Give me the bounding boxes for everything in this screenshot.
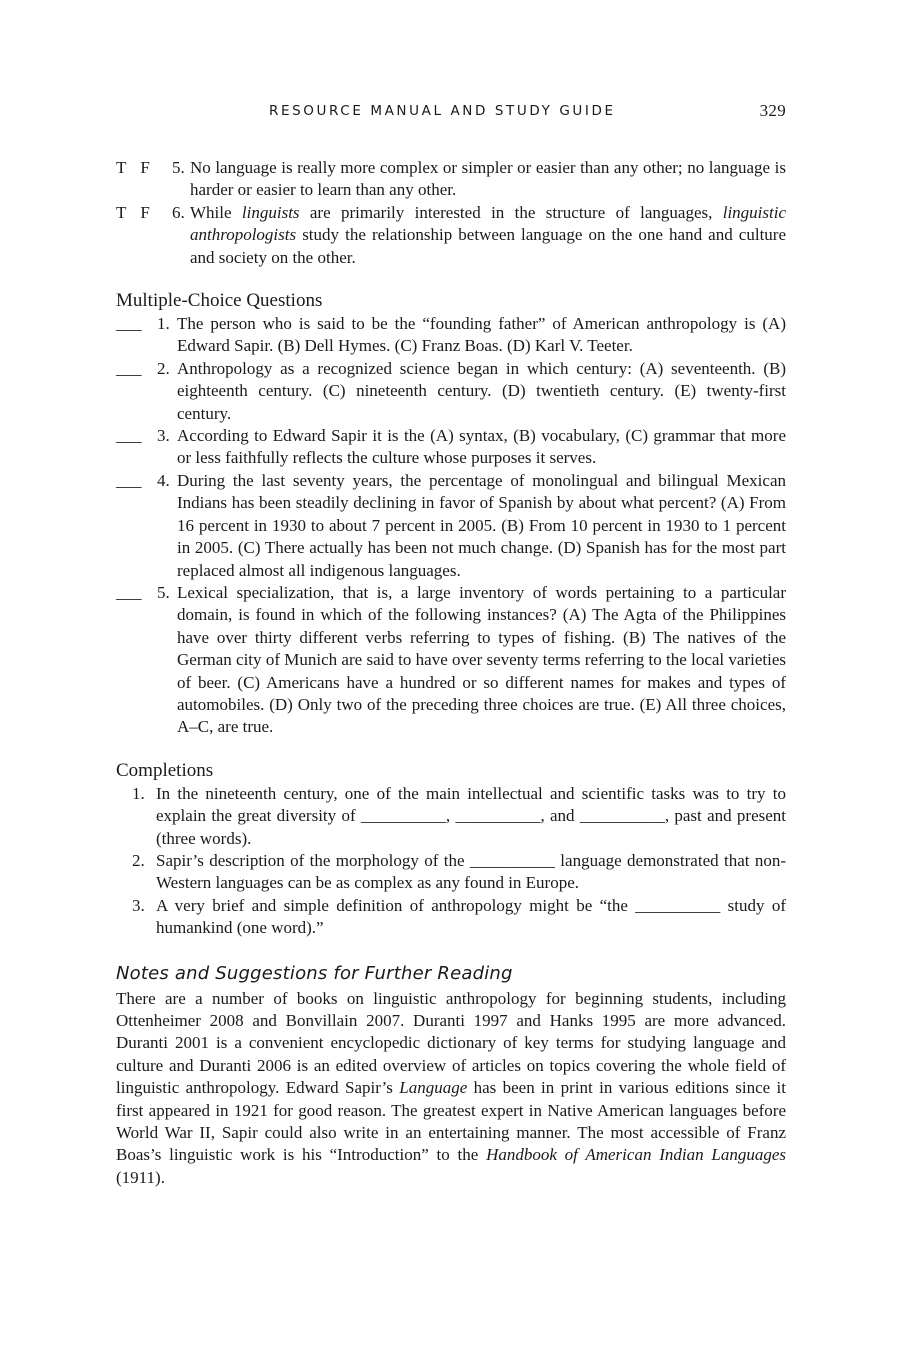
page-body	[116, 157, 786, 1189]
notes-paragraph	[116, 988, 786, 1190]
text-segment: are primarily interested in the structure of languages,	[299, 202, 723, 222]
text-segment: (1911).	[116, 1167, 165, 1187]
false-option[interactable]: F	[140, 202, 150, 222]
multiple-choice-item	[116, 470, 786, 582]
multiple-choice-item	[116, 425, 786, 470]
item-text: Anthropology as a recognized science began in which century: (A) seventeenth. (B) eighteenth century. (C) nineteenth century. (D) twentieth century. (E) twenty-first century.	[177, 358, 786, 423]
answer-blank[interactable]: ___	[116, 358, 142, 378]
text-segment: study the relationship between language on the one hand and culture and society on the other.	[190, 225, 786, 267]
item-number: 5.	[172, 158, 185, 177]
true-false-choices	[116, 157, 172, 179]
answer-blank[interactable]: ___	[116, 582, 142, 602]
true-false-choices	[116, 202, 172, 224]
item-text: According to Edward Sapir it is the (A) syntax, (B) vocabulary, (C) grammar that more or less faithfully reflects the culture whose purposes it serves.	[177, 426, 786, 468]
book-title: Handbook of American Indian Languages	[486, 1145, 786, 1165]
multiple-choice-item	[116, 358, 786, 425]
true-false-item	[116, 157, 786, 202]
answer-blank[interactable]: ___	[116, 470, 142, 490]
true-option[interactable]: T	[116, 202, 127, 222]
item-number: 1.	[132, 783, 145, 803]
text-segment: While	[190, 202, 242, 222]
item-number: 5.	[157, 582, 170, 602]
item-number: 6.	[172, 202, 185, 222]
item-text: During the last seventy years, the percentage of monolingual and bilingual Mexican Indians has been steadily declining in favor of Spanish by about what percent? (A) From 16 percent in 1930 to about 7 percent in 2005. (B) From 10 percent in 1930 to 1 percent in 2005. (C) There actually has been not much change. (D) Spanish has for the most part replaced almost all indigenous languages.	[177, 470, 786, 580]
completion-item	[116, 895, 786, 940]
running-head	[116, 101, 786, 123]
page-number: 329	[759, 101, 786, 120]
item-number: 3.	[132, 895, 145, 915]
completion-item	[116, 850, 786, 895]
true-option[interactable]: T	[116, 158, 127, 177]
item-number: 2.	[157, 358, 170, 378]
item-text: Lexical specialization, that is, a large inventory of words pertaining to a particular domain, is found in which of the following instances? (A) The Agta of the Philippines have over thirty different verbs referring to types of fishing. (B) The natives of the German city of Munich are said to have over seventy terms referring to the local varieties of beer. (C) Americans have a hundred or so different names for makes and types of automobiles. (D) Only two of the preceding three choices are true. (E) All three choices, A–C, are true.	[177, 582, 786, 737]
answer-blank[interactable]: ___	[116, 314, 142, 334]
answer-blank[interactable]: ___	[116, 426, 142, 446]
completions-heading: Completions	[116, 759, 214, 781]
item-number: 2.	[132, 850, 145, 870]
multiple-choice-heading: Multiple-Choice Questions	[116, 290, 323, 312]
item-text: No language is really more complex or simpler or easier than any other; no language is harder or easier to learn than any other.	[190, 158, 786, 200]
item-text	[190, 202, 786, 269]
item-text: Sapir’s description of the morphology of the __________ language demonstrated that non-Western languages can be as complex as any found in Europe.	[156, 850, 786, 893]
text-segment: There are a number of books on linguistic anthropology for beginning students, including Ottenheimer 2008 and Bonvillain 2007. Duranti 1997 and Hanks 1995 are more advanced. Duranti 2001 is a convenient encyclopedic dictionary of key terms for studying language and culture and Duranti 2006 is an edited overview of articles on topics covering the whole field of linguistic anthropology. Edward Sapir’s	[116, 988, 786, 1098]
notes-heading: Notes and Suggestions for Further Reading	[116, 962, 513, 984]
running-head-title: RESOURCE MANUAL AND STUDY GUIDE	[269, 103, 616, 119]
item-number: 4.	[157, 470, 170, 490]
true-false-item	[116, 202, 786, 269]
multiple-choice-item	[116, 313, 786, 358]
item-number: 3.	[157, 426, 170, 446]
italic-term: linguists	[241, 202, 300, 222]
item-number: 1.	[157, 314, 170, 334]
false-option[interactable]: F	[140, 158, 150, 177]
item-text: The person who is said to be the “founding father” of American anthropology is (A) Edward Sapir. (B) Dell Hymes. (C) Franz Boas. (D) Karl V. Teeter.	[177, 314, 786, 356]
italic-term: linguistic anthropologists	[190, 202, 786, 245]
book-title: Language	[399, 1078, 468, 1098]
text-segment: has been in print in various editions since it first appeared in 1921 for good reason. The greatest expert in Native American languages before World War II, Sapir could also write in an entertaining manner. The most accessible of Franz Boas’s linguistic work is his “Introduction” to the	[116, 1078, 786, 1165]
completion-item	[116, 783, 786, 850]
multiple-choice-item	[116, 582, 786, 739]
item-text: In the nineteenth century, one of the main intellectual and scientific tasks was to try to explain the great diversity of __________, __________, and __________, past and present (three words).	[156, 783, 786, 848]
item-text: A very brief and simple definition of anthropology might be “the __________ study of humankind (one word).”	[156, 895, 786, 938]
